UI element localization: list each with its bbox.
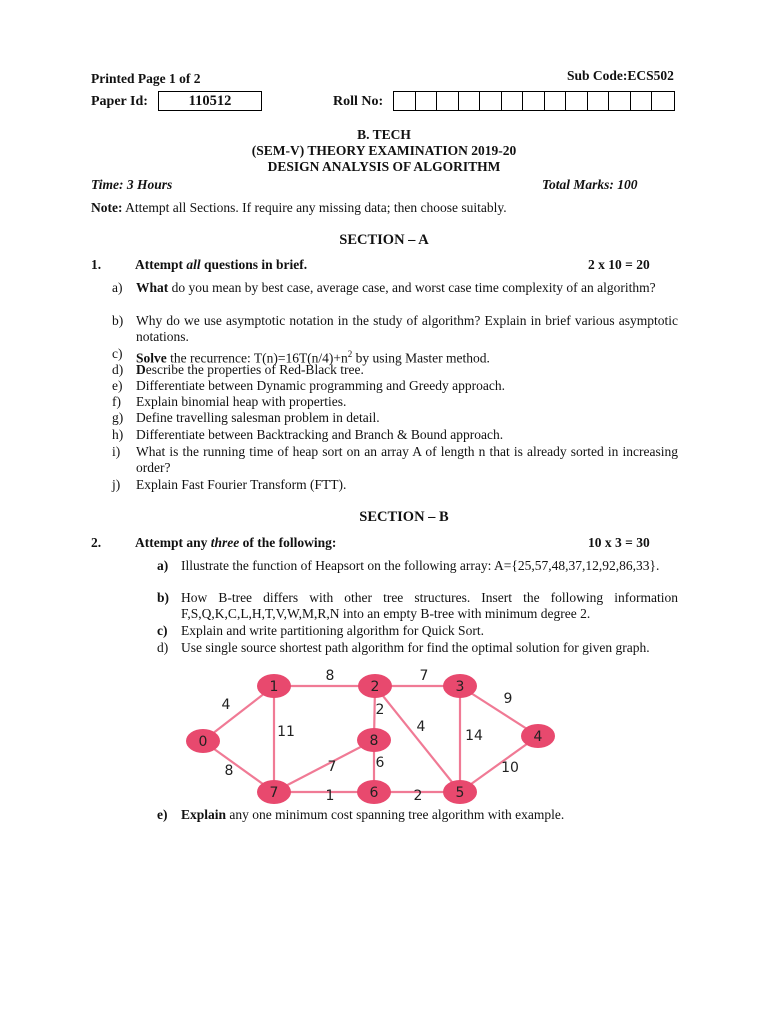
edge-weight-label: 2 xyxy=(413,788,423,804)
edge-weight-label: 14 xyxy=(465,728,483,744)
node-label: 6 xyxy=(369,785,379,801)
total-marks: Total Marks: 100 xyxy=(542,177,638,192)
paper-id-label: Paper Id: xyxy=(91,94,148,109)
time-allowed: Time: 3 Hours xyxy=(91,177,173,192)
question-2b: b) How B-tree differs with other tree structures. Insert the following information F,S,Q,K,C,L,H,T,V,W,M,R,N into an empty B-tree with minimum degree 2. xyxy=(157,590,678,621)
node-label: 0 xyxy=(198,734,208,750)
question-1h: h) Differentiate between Backtracking and Branch & Bound approach. xyxy=(112,427,504,442)
node-label: 2 xyxy=(370,679,380,695)
question-1f: f) Explain binomial heap with properties. xyxy=(112,394,347,409)
question-1g: g) Define travelling salesman problem in detail. xyxy=(112,410,380,425)
note-text: Attempt all Sections. If require any missing data; then choose suitably. xyxy=(122,200,507,215)
graph-edge-7-8 xyxy=(274,740,374,792)
edge-weight-label: 11 xyxy=(277,724,295,740)
question-1j: j) Explain Fast Fourier Transform (FTT). xyxy=(112,477,347,492)
node-label: 7 xyxy=(269,785,279,801)
question-2c: c) Explain and write partitioning algorithm for Quick Sort. xyxy=(157,623,484,638)
question-1d: d) Describe the properties of Red-Black tree. xyxy=(112,362,364,377)
section-b-heading: SECTION – B xyxy=(359,509,449,525)
edge-weight-label: 1 xyxy=(325,788,335,804)
edge-weight-label: 2 xyxy=(375,702,385,718)
edge-weight-label: 10 xyxy=(501,760,519,776)
title-line-2: (SEM-V) THEORY EXAMINATION 2019-20 xyxy=(251,143,517,158)
printed-page-label: Printed Page 1 of 2 xyxy=(91,71,201,86)
roll-no-label: Roll No: xyxy=(333,94,384,109)
node-label: 8 xyxy=(369,733,379,749)
q1-number: 1. xyxy=(91,257,102,272)
question-2a: a) Illustrate the function of Heapsort on the following array: A={25,57,48,37,12,92,86,33}. xyxy=(157,558,660,573)
edge-weight-label: 4 xyxy=(416,719,426,735)
q2-marks: 10 x 3 = 30 xyxy=(588,535,650,550)
paper-id-box: 110512 xyxy=(158,91,262,111)
edge-weight-label: 7 xyxy=(327,759,337,775)
edge-weight-label: 4 xyxy=(221,697,231,713)
edge-weight-label: 7 xyxy=(419,668,429,684)
question-1e: e) Differentiate between Dynamic programming and Greedy approach. xyxy=(112,378,505,393)
edge-weight-label: 6 xyxy=(375,755,385,771)
edge-weight-label: 9 xyxy=(503,691,513,707)
q2-number: 2. xyxy=(91,535,102,550)
question-2d: d) Use single source shortest path algorithm for find the optimal solution for given graph. xyxy=(157,640,650,655)
q1-instruction: Attempt all questions in brief. xyxy=(135,257,308,272)
section-a-heading: SECTION – A xyxy=(339,232,429,248)
node-label: 5 xyxy=(455,785,465,801)
title-line-3: DESIGN ANALYSIS OF ALGORITHM xyxy=(267,159,501,174)
node-label: 4 xyxy=(533,729,543,745)
question-1a: a) What do you mean by best case, average case, and worst case time complexity of an algorithm? xyxy=(112,280,656,295)
node-label: 3 xyxy=(455,679,465,695)
edge-weight-label: 8 xyxy=(224,763,234,779)
question-2e: e) Explain any one minimum cost spanning tree algorithm with example. xyxy=(157,807,565,822)
q1-marks: 2 x 10 = 20 xyxy=(588,257,650,272)
note-label: Note: xyxy=(91,200,123,215)
title-line-1: B. TECH xyxy=(357,127,411,142)
question-1c: c) Solve the recurrence: $T(n)=16T(n/4)+n^2$ by using Master method. xyxy=(112,346,490,366)
question-1i: i) What is the running time of heap sort on an array A of length n that is already sorted in increasing order? xyxy=(112,444,678,475)
question-1b: b) Why do we use asymptotic notation in the study of algorithm? Explain in brief various asymptotic notations. xyxy=(112,313,678,344)
q2-instruction: Attempt any three of the following: xyxy=(135,535,337,550)
subject-code: Sub Code:ECS502 xyxy=(567,68,674,83)
edge-weight-label: 8 xyxy=(325,668,335,684)
node-label: 1 xyxy=(269,679,279,695)
